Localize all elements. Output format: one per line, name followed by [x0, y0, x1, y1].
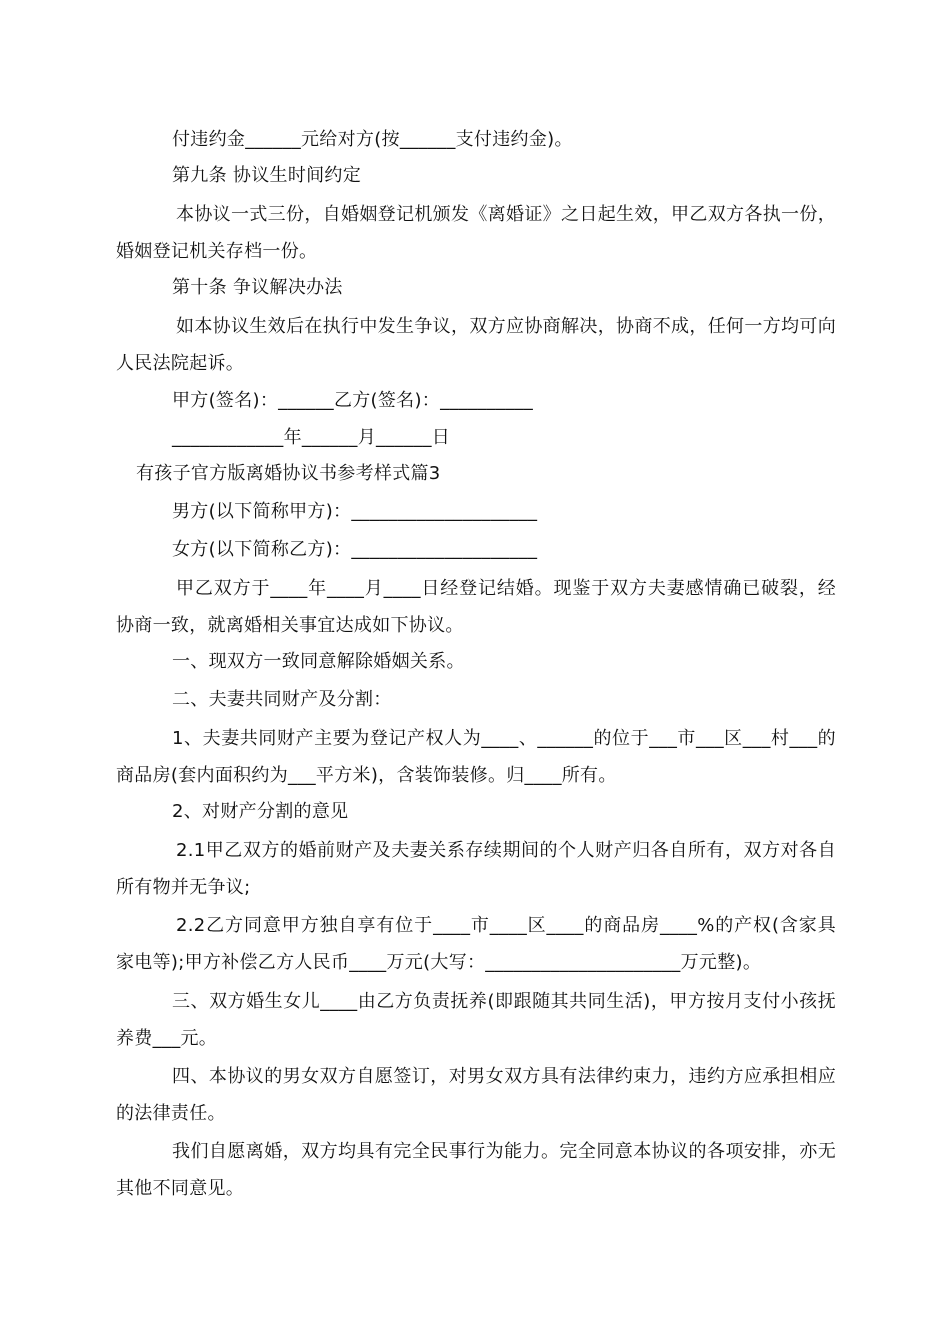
clause-2-heading: 二、夫妻共同财产及分割：: [172, 689, 392, 710]
section-title: 有孩子官方版离婚协议书参考样式篇3: [136, 463, 441, 484]
article-9-heading: 第九条 协议生时间约定: [172, 165, 362, 186]
clause-1-line: 一、现双方一致同意解除婚姻关系。: [172, 651, 465, 672]
party-b-line: 女方(以下简称乙方)：____________________: [172, 539, 538, 560]
article-9-paragraph: 本协议一式三份，自婚姻登记机颁发《离婚证》之日起生效，甲乙双方各执一份，婚姻登记机关存档一份。: [116, 204, 836, 262]
clause-4-paragraph: 四、本协议的男女双方自愿签订，对男女双方具有法律约束力，违约方应承担相应的法律责任。: [116, 1066, 836, 1124]
marriage-paragraph: 甲乙双方于____年____月____日经登记结婚。现鉴于双方夫妻感情确已破裂，经协商一致，就离婚相关事宜达成如下协议。: [116, 578, 836, 636]
property-paragraph: 1、夫妻共同财产主要为登记产权人为____、______的位于___市___区___村___的商品房(套内面积约为___平方米)，含装饰装修。归____所有。: [116, 728, 836, 786]
division-heading: 2、对财产分割的意见: [172, 801, 349, 822]
date-line: ____________年______月______日: [172, 427, 451, 448]
article-10-paragraph: 如本协议生效后在执行中发生争议，双方应协商解决，协商不成，任何一方均可向人民法院起诉。: [116, 316, 836, 374]
article-10-heading: 第十条 争议解决办法: [172, 277, 343, 298]
clause-3-paragraph: 三、双方婚生女儿____由乙方负责抚养(即跟随其共同生活)，甲方按月支付小孩抚养费___元。: [116, 991, 836, 1049]
closing-paragraph: 我们自愿离婚，双方均具有完全民事行为能力。完全同意本协议的各项安排，亦无其他不同意见。: [116, 1141, 836, 1199]
division-2-2-paragraph: 2.2乙方同意甲方独自享有位于____市____区____的商品房____%的产权(含家具家电等);甲方补偿乙方人民币____万元(大写：_____________________万元整)。: [116, 915, 836, 973]
division-2-1-paragraph: 2.1甲乙双方的婚前财产及夫妻关系存续期间的个人财产归各自所有，双方对各自所有物并无争议;: [116, 840, 836, 898]
penalty-line: 付违约金______元给对方(按______支付违约金)。: [172, 129, 573, 150]
signature-line: 甲方(签名)：______乙方(签名)：__________: [172, 390, 534, 411]
party-a-line: 男方(以下简称甲方)：____________________: [172, 501, 538, 522]
